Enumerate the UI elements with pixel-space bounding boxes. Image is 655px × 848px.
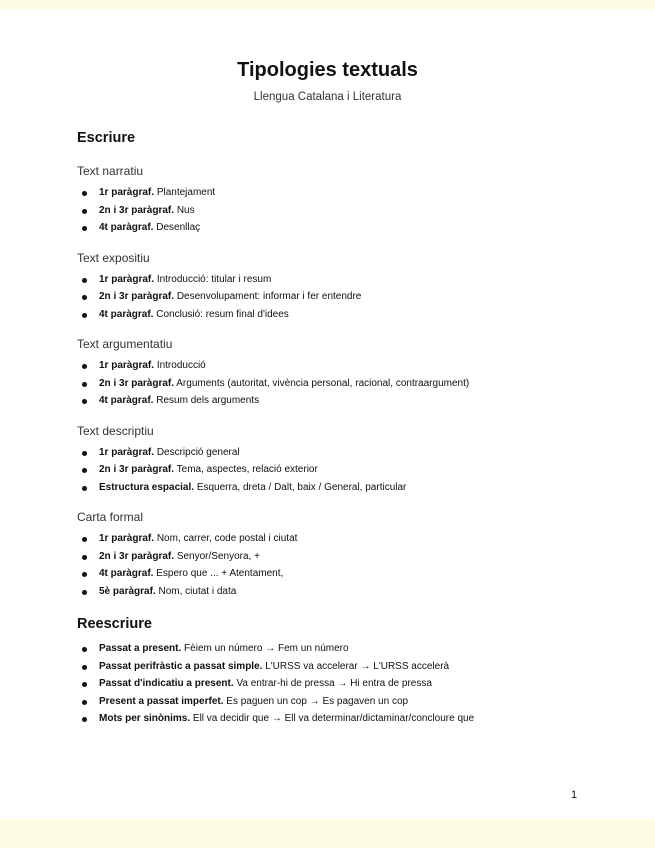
list-item: 1r paràgraf. Introducció	[77, 357, 617, 375]
list-item: 2n i 3r paràgraf. Senyor/Senyora, +	[77, 548, 617, 566]
bullet-icon	[82, 226, 87, 231]
bullet-icon	[82, 717, 87, 722]
bullet-icon	[82, 191, 87, 196]
list-item: 4t paràgraf. Espero que ... + Atentament,	[77, 565, 617, 583]
group-title: Text descriptiu	[77, 423, 154, 438]
document-content	[77, 126, 617, 728]
bullet-icon	[82, 590, 87, 595]
list-item: 2n i 3r paràgraf. Desenvolupament: informar i fer entendre	[77, 288, 617, 306]
bullet-icon	[82, 278, 87, 283]
bullet-list	[77, 184, 617, 237]
bullet-icon	[82, 364, 87, 369]
bullet-icon	[82, 537, 87, 542]
list-item: 2n i 3r paràgraf. Arguments (autoritat, vivència personal, racional, contraargument)	[77, 375, 617, 393]
bullet-icon	[82, 399, 87, 404]
bullet-list	[77, 640, 617, 728]
list-item: 4t paràgraf. Conclusió: resum final d'idees	[77, 306, 617, 324]
list-item: Estructura espacial. Esquerra, dreta / Dalt, baix / General, particular	[77, 479, 617, 497]
group-title: Text expositiu	[77, 250, 150, 265]
bullet-icon	[82, 555, 87, 560]
section-reescriure	[77, 612, 617, 728]
group-title: Carta formal	[77, 510, 144, 524]
list-item: Present a passat imperfet. Es paguen un cop → Es pagaven un cop	[77, 693, 617, 711]
list-item: 4t paràgraf. Desenllaç	[77, 219, 617, 237]
bullet-icon	[82, 572, 87, 577]
list-item: 2n i 3r paràgraf. Nus	[77, 202, 617, 220]
bullet-icon	[82, 665, 87, 670]
list-item: 1r paràgraf. Descripció general	[77, 444, 617, 462]
document-title: Tipologies textuals	[237, 59, 418, 81]
bullet-list	[77, 271, 617, 324]
document-page	[0, 9, 655, 819]
group-text-descriptiu	[77, 422, 617, 497]
group-text-argumentatiu	[77, 335, 617, 410]
section-escriure	[77, 126, 617, 600]
bullet-icon	[82, 647, 87, 652]
bullet-icon	[82, 468, 87, 473]
bullet-list	[77, 444, 617, 497]
list-item: 1r paràgraf. Nom, carrer, code postal i ciutat	[77, 530, 617, 548]
section-heading: Reescriure	[77, 616, 152, 632]
list-item: 5è paràgraf. Nom, ciutat i data	[77, 583, 617, 601]
bullet-icon	[82, 700, 87, 705]
page-number: 1	[571, 789, 578, 801]
list-item: 4t paràgraf. Resum dels arguments	[77, 392, 617, 410]
bullet-list	[77, 530, 617, 600]
bullet-icon	[82, 682, 87, 687]
bullet-list	[77, 357, 617, 410]
list-item: Mots per sinònims. Ell va decidir que → Ell va determinar/dictaminar/concloure que	[77, 710, 617, 728]
bullet-icon	[82, 451, 87, 456]
list-item: Passat a present. Fèiem un número → Fem un número	[77, 640, 617, 658]
bullet-icon	[82, 486, 87, 491]
list-item: Passat d'indicatiu a present. Va entrar-hi de pressa → Hi entra de pressa	[77, 675, 617, 693]
bullet-icon	[82, 313, 87, 318]
list-item: Passat perifràstic a passat simple. L'URSS va accelerar → L'URSS accelerà	[77, 658, 617, 676]
group-text-expositiu	[77, 249, 617, 324]
group-title: Text argumentatiu	[77, 337, 173, 351]
list-item: 2n i 3r paràgraf. Tema, aspectes, relació exterior	[77, 461, 617, 479]
group-carta-formal	[77, 508, 617, 600]
bullet-icon	[82, 382, 87, 387]
bullet-icon	[82, 295, 87, 300]
document-subtitle: Llengua Catalana i Literatura	[253, 91, 402, 103]
list-item: 1r paràgraf. Introducció: titular i resum	[77, 271, 617, 289]
bullet-icon	[82, 209, 87, 214]
section-heading: Escriure	[77, 130, 136, 146]
group-title: Text narratiu	[77, 164, 144, 178]
group-text-narratiu	[77, 162, 617, 237]
list-item: 1r paràgraf. Plantejament	[77, 184, 617, 202]
